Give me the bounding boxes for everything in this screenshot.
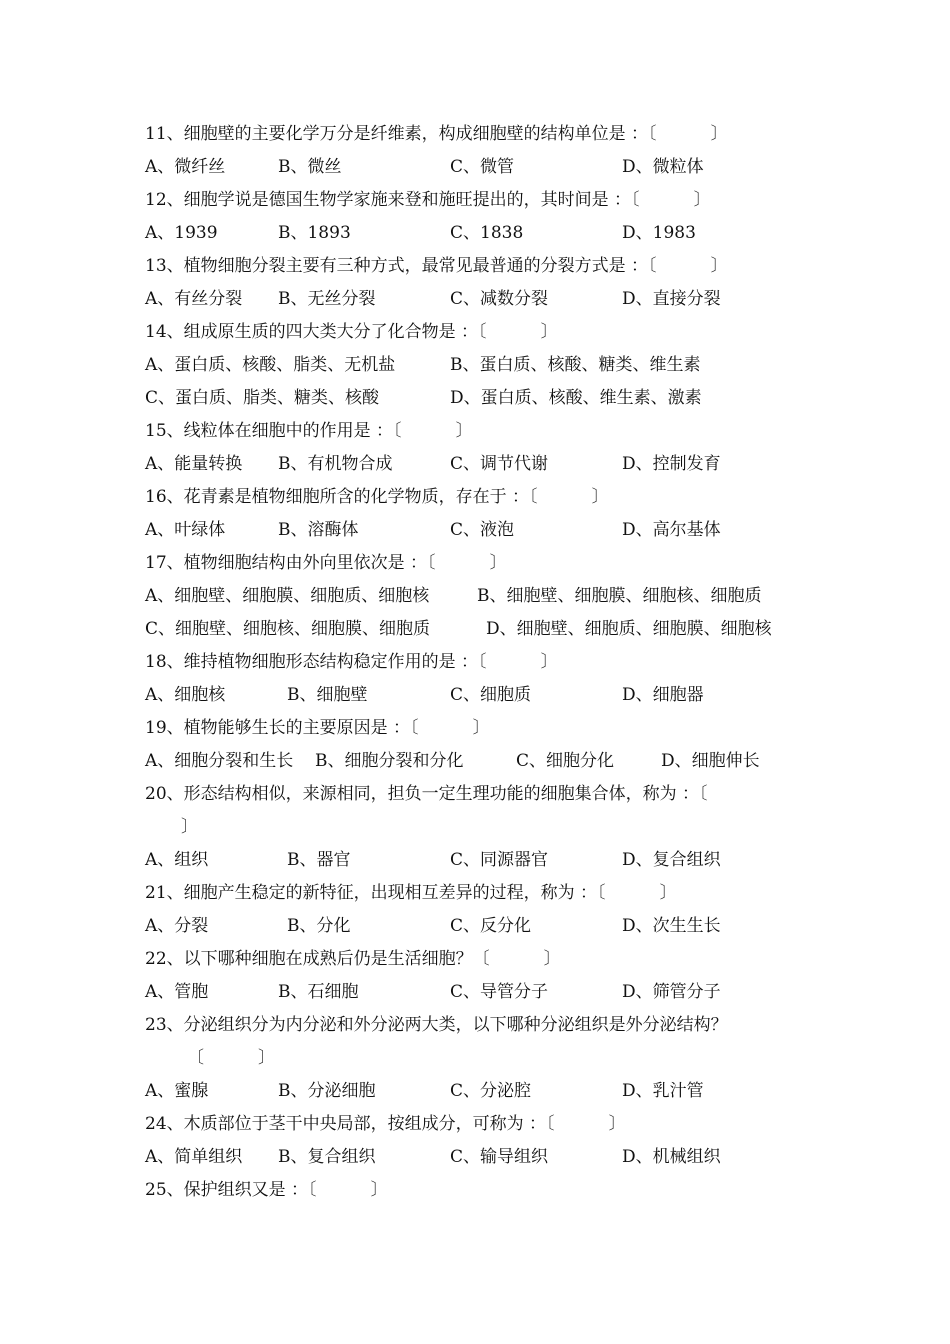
question-21: 21、细胞产生稳定的新特征，出现相互差异的过程，称为 ：〔 〕 [145, 883, 677, 903]
option-c: C、输导组织 [450, 1147, 549, 1167]
option-d: D、细胞伸长 [661, 751, 760, 771]
options-14-row-1 [145, 349, 825, 382]
options-11 [145, 151, 825, 184]
question-12: 12、细胞学说是德国生物学家施来登和施旺提出的，其时间是 ：〔 〕 [145, 190, 711, 210]
option-c: C、导管分子 [450, 982, 549, 1002]
option-b: B、无丝分裂 [278, 289, 376, 309]
option-b: B、微丝 [278, 157, 342, 177]
option-a: A、叶绿体 [145, 520, 226, 540]
option-d: D、筛管分子 [622, 982, 721, 1002]
option-a: A、微纤丝 [145, 157, 226, 177]
option-b: B、分化 [287, 916, 351, 936]
option-a: A、细胞分裂和生长 [145, 751, 294, 771]
option-b: B、细胞壁、细胞膜、细胞核、细胞质 [477, 586, 762, 606]
options-18 [145, 679, 825, 712]
option-c: C、蛋白质、脂类、糖类、核酸 [145, 388, 380, 408]
options-16 [145, 514, 825, 547]
option-b: B、石细胞 [278, 982, 359, 1002]
question-23: 23、分泌组织分为内分泌和外分泌两大类，以下哪种分泌组织是外分泌结构？ [145, 1015, 728, 1035]
option-c: C、液泡 [450, 520, 515, 540]
option-c: C、1838 [450, 223, 524, 243]
option-b: B、蛋白质、核酸、糖类、维生素 [450, 355, 701, 375]
question-20: 20、形态结构相似，来源相同，担负一定生理功能的细胞集合体，称为 ：〔 [145, 784, 708, 804]
option-d: D、微粒体 [622, 157, 704, 177]
option-d: D、乳汁管 [622, 1081, 704, 1101]
option-d: D、机械组织 [622, 1147, 721, 1167]
options-24 [145, 1141, 825, 1174]
question-16: 16、花青素是植物细胞所含的化学物质，存在于 ：〔 〕 [145, 487, 609, 507]
option-d: D、细胞器 [622, 685, 704, 705]
options-15 [145, 448, 825, 481]
options-13 [145, 283, 825, 316]
question-25: 25、保护组织又是 ：〔 〕 [145, 1180, 388, 1200]
options-22 [145, 976, 825, 1009]
question-17: 17、植物细胞结构由外向里依次是 ：〔 〕 [145, 553, 507, 573]
question-24: 24、木质部位于茎干中央局部，按组成分，可称为 ：〔 〕 [145, 1114, 626, 1134]
option-d: D、复合组织 [622, 850, 721, 870]
option-a: A、分裂 [145, 916, 209, 936]
option-d: D、次生生长 [622, 916, 721, 936]
option-c: C、同源器官 [450, 850, 549, 870]
option-d: D、蛋白质、核酸、维生素、激素 [450, 388, 702, 408]
option-c: C、反分化 [450, 916, 532, 936]
option-c: C、细胞质 [450, 685, 532, 705]
option-d: D、细胞壁、细胞质、细胞膜、细胞核 [486, 619, 772, 639]
options-17-row-1 [145, 580, 825, 613]
option-a: A、管胞 [145, 982, 209, 1002]
options-19 [145, 745, 825, 778]
question-20-continued: 〕 [181, 817, 198, 837]
option-d: D、1983 [622, 223, 696, 243]
option-b: B、器官 [287, 850, 351, 870]
option-d: D、高尔基体 [622, 520, 721, 540]
option-a: A、1939 [145, 223, 218, 243]
options-17-row-2 [145, 613, 825, 646]
question-14: 14、组成原生质的四大类大分了化合物是 ：〔 〕 [145, 322, 558, 342]
option-a: A、细胞壁、细胞膜、细胞质、细胞核 [145, 586, 430, 606]
options-21 [145, 910, 825, 943]
question-23-continued: 〔 〕 [187, 1048, 276, 1068]
question-18: 18、维持植物细胞形态结构稳定作用的是 ：〔 〕 [145, 652, 558, 672]
option-b: B、复合组织 [278, 1147, 376, 1167]
option-c: C、调节代谢 [450, 454, 549, 474]
options-20 [145, 844, 825, 877]
option-a: A、简单组织 [145, 1147, 243, 1167]
option-c: C、分泌腔 [450, 1081, 532, 1101]
options-14-row-2 [145, 382, 825, 415]
option-c: C、细胞壁、细胞核、细胞膜、细胞质 [145, 619, 431, 639]
question-15: 15、线粒体在细胞中的作用是 ：〔 〕 [145, 421, 473, 441]
options-23 [145, 1075, 825, 1108]
option-b: B、溶酶体 [278, 520, 359, 540]
question-13: 13、植物细胞分裂主要有三种方式，最常见最普通的分裂方式是 ：〔 〕 [145, 256, 728, 276]
option-a: A、蜜腺 [145, 1081, 209, 1101]
option-c: C、微管 [450, 157, 515, 177]
option-b: B、细胞分裂和分化 [315, 751, 464, 771]
options-12 [145, 217, 825, 250]
option-d: D、直接分裂 [622, 289, 721, 309]
option-a: A、蛋白质、核酸、脂类、无机盐 [145, 355, 396, 375]
option-a: A、有丝分裂 [145, 289, 243, 309]
question-11: 11、细胞壁的主要化学万分是纤维素，构成细胞壁的结构单位是 ：〔 〕 [145, 124, 728, 144]
option-b: B、1893 [278, 223, 351, 243]
option-a: A、能量转换 [145, 454, 243, 474]
option-b: B、有机物合成 [278, 454, 393, 474]
option-a: A、组织 [145, 850, 209, 870]
option-c: C、细胞分化 [516, 751, 615, 771]
option-b: B、分泌细胞 [278, 1081, 376, 1101]
option-c: C、减数分裂 [450, 289, 549, 309]
question-22: 22、以下哪种细胞在成熟后仍是生活细胞？〔 〕 [145, 949, 561, 969]
question-19: 19、植物能够生长的主要原因是 ：〔 〕 [145, 718, 490, 738]
option-d: D、控制发育 [622, 454, 721, 474]
option-a: A、细胞核 [145, 685, 226, 705]
option-b: B、细胞壁 [287, 685, 368, 705]
